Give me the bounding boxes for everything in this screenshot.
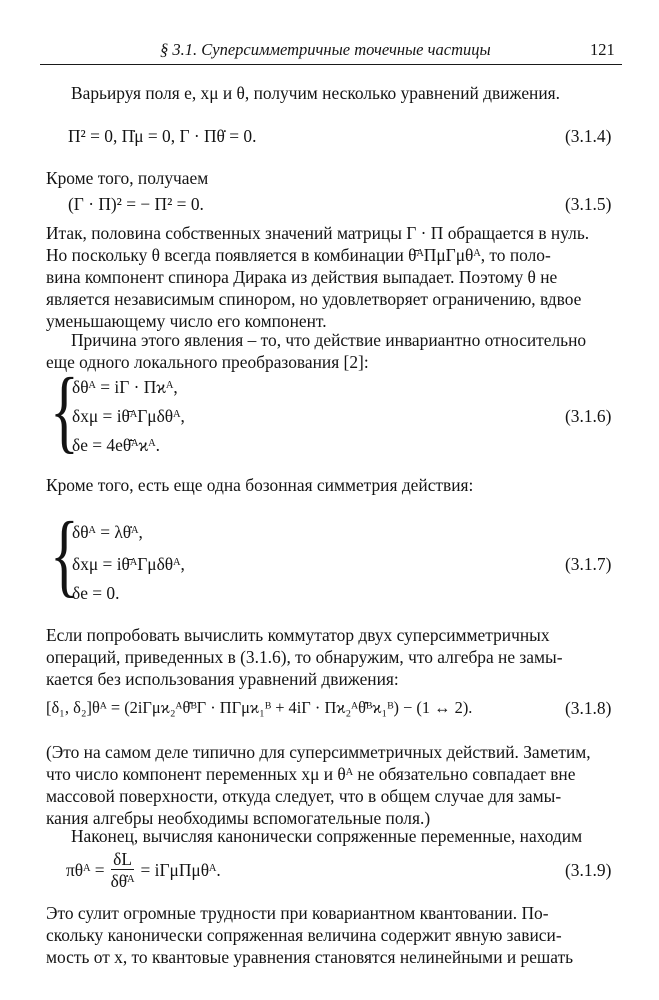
equation-number-3-1-6: (3.1.6) [565, 406, 612, 426]
text-line: уменьшающему число его компонент. [46, 311, 327, 331]
text-line: является независимым спинором, но удовлетворяет ограничению, вдвое [46, 289, 582, 309]
text-line: Это сулит огромные трудности при ковариантном квантовании. По- [46, 903, 549, 923]
text-line: операций, приведенных в (3.1.6), то обнаружим, что алгебра не замы- [46, 647, 563, 667]
text-line: Но поскольку θ всегда появляется в комбинации θ̄ᴬΠμΓμθᴬ, то поло- [46, 245, 551, 265]
equation-3-1-6-line: δθᴬ = iΓ · Πϰᴬ, [72, 377, 178, 397]
text-line: мость от x, то квантовые уравнения становятся нелинейными и решать [46, 947, 574, 967]
paragraph-canonical: Наконец, вычисляя канонически сопряженные переменные, находим [71, 826, 583, 846]
paragraph-furthermore: Кроме того, получаем [46, 168, 209, 188]
text-line: Если попробовать вычислить коммутатор двух суперсимметричных [46, 625, 550, 645]
equation-3-1-5: (Γ · Π)² = − Π² = 0. [68, 194, 204, 214]
equation-3-1-7-line: δθᴬ = λθ̇ᴬ, [72, 522, 143, 542]
fraction [111, 849, 135, 892]
page-number: 121 [590, 40, 615, 59]
equation-3-1-4: Π² = 0, Π̇μ = 0, Γ · Πθ̇ = 0. [68, 126, 257, 146]
equation-3-1-6-line: δe = 4eθ̄̇ᴬϰᴬ. [72, 435, 160, 455]
equation-3-1-6-line: δxμ = iθ̄ᴬΓμδθᴬ, [72, 406, 185, 426]
equation-3-1-7-line: δxμ = iθ̄ᴬΓμδθᴬ, [72, 554, 185, 574]
equation-number-3-1-8: (3.1.8) [565, 698, 612, 718]
text-line: массовой поверхности, откуда следует, что в общем случае для замы- [46, 786, 562, 806]
equation-number-3-1-7: (3.1.7) [565, 554, 612, 574]
paragraph-commutator [46, 624, 618, 690]
left-brace: { [50, 359, 79, 462]
text-line: вина компонент спинора Дирака из действия выпадает. Поэтому θ не [46, 267, 558, 287]
text-line: Итак, половина собственных значений матрицы Γ · Π обращается в нуль. [46, 223, 590, 243]
left-brace: { [50, 503, 79, 606]
text-line: скольку канонически сопряженная величина содержит явную зависи- [46, 925, 562, 945]
paragraph-eigenvalues [46, 222, 618, 332]
running-header-title: § 3.1. Суперсимметричные точечные частицы [160, 40, 491, 59]
text-line: Причина этого явления – то, что действие инвариантно относительно [71, 330, 587, 350]
equation-3-1-9-lhs: πθᴬ = [66, 860, 105, 880]
equation-3-1-7-line: δe = 0. [72, 583, 120, 603]
equation-3-1-9 [66, 848, 221, 892]
fraction-denominator: δθ̇ᴬ [110, 870, 135, 891]
paragraph-bosonic-symmetry: Кроме того, есть еще одна бозонная симметрия действия: [46, 475, 474, 495]
equation-3-1-8: [δ₁, δ₂]θᴬ = (2iΓμϰ₂ᴬθ̄̇ᴮΓ · ΠΓμϰ₁ᴮ + 4iΓ · Πϰ₂ᴬθ̄̇ᴮϰ₁ᴮ) − (1 ↔ 2). [46, 698, 473, 717]
fraction-numerator: δL [111, 849, 135, 870]
paragraph-reason [46, 329, 618, 373]
paragraph-quantization [46, 902, 618, 968]
equation-number-3-1-5: (3.1.5) [565, 194, 612, 214]
equation-number-3-1-9: (3.1.9) [565, 860, 612, 880]
header-rule [40, 64, 622, 65]
text-line: еще одного локального преобразования [2]: [46, 352, 369, 372]
equation-number-3-1-4: (3.1.4) [565, 126, 612, 146]
paragraph-remark [46, 741, 618, 829]
text-line: что число компонент переменных xμ и θᴬ не обязательно совпадает вне [46, 764, 576, 784]
equation-3-1-9-rhs: = iΓμΠμθᴬ. [140, 860, 221, 880]
text-line: кается без использования уравнений движения: [46, 669, 399, 689]
text-line: (Это на самом деле типично для суперсимметричных действий. Заметим, [46, 742, 591, 762]
text-line: кания алгебры необходимы вспомогательные поля.) [46, 808, 431, 828]
paragraph-vary-fields: Варьируя поля e, xμ и θ, получим несколько уравнений движения. [71, 83, 561, 103]
